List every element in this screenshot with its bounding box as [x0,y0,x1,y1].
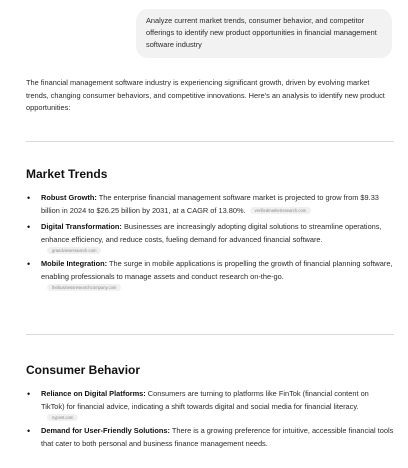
bullet-icon: • [27,222,31,232]
consumer-behavior-list [26,388,394,450]
bullet-heading: Digital Transformation: [41,222,122,231]
bullet-icon: • [27,389,31,399]
bullet-icon: • [27,426,31,436]
market-trends-list [26,192,394,291]
citation-link[interactable]: grandviewresearch.com [47,247,101,254]
user-message-bubble [136,9,392,58]
list-item [26,425,394,450]
section-title-consumer-behavior: Consumer Behavior [26,363,141,377]
bullet-text: The enterprise financial management software market is projected to grow from $9.33 billion in 2024 to $26.25 billion by 2031, at a CAGR of 13.80%. [41,193,379,215]
list-item [26,221,394,254]
bullet-text: Consumers are turning to platforms like FinTok (financial content on TikTok) for financial advice, indicating a shift towards digital and social media for financial literacy. [41,389,369,411]
citation-link[interactable]: nypost.com [47,414,78,421]
bullet-heading: Mobile Integration: [41,259,108,268]
bullet-text: The surge in mobile applications is propelling the growth of financial planning software, enabling professionals to manage assets and conduct research on-the-go. [41,259,393,281]
bullet-heading: Reliance on Digital Platforms: [41,389,146,398]
bullet-text: There is a growing preference for intuitive, accessible financial tools that cater to both personal and business finance management needs. [41,426,394,448]
bullet-icon: • [27,193,31,203]
section-divider [26,141,394,142]
bullet-icon: • [27,259,31,269]
list-item [26,192,394,217]
response-intro: The financial management software industry is experiencing significant growth, driven by evolving market trends, changing consumer behaviors, and competitive innovations. Here's an analysis to identify new product opportunities: [26,78,385,112]
section-title-market-trends: Market Trends [26,167,108,181]
section-divider [26,334,394,335]
citation-link[interactable]: thebusinessresearchcompany.com [47,284,121,291]
bullet-heading: Robust Growth: [41,193,97,202]
list-item [26,388,394,421]
user-message-text: Analyze current market trends, consumer behavior, and competitor offerings to identify new product opportunities in financial management software industry [146,16,377,49]
citation-link[interactable]: verifiedmarketresearch.com [250,207,312,214]
bullet-heading: Demand for User-Friendly Solutions: [41,426,170,435]
list-item [26,258,394,291]
bullet-text: Businesses are increasingly adopting digital solutions to streamline operations, enhance efficiency, and reduce costs, fueling demand for advanced financial software. [41,222,382,244]
